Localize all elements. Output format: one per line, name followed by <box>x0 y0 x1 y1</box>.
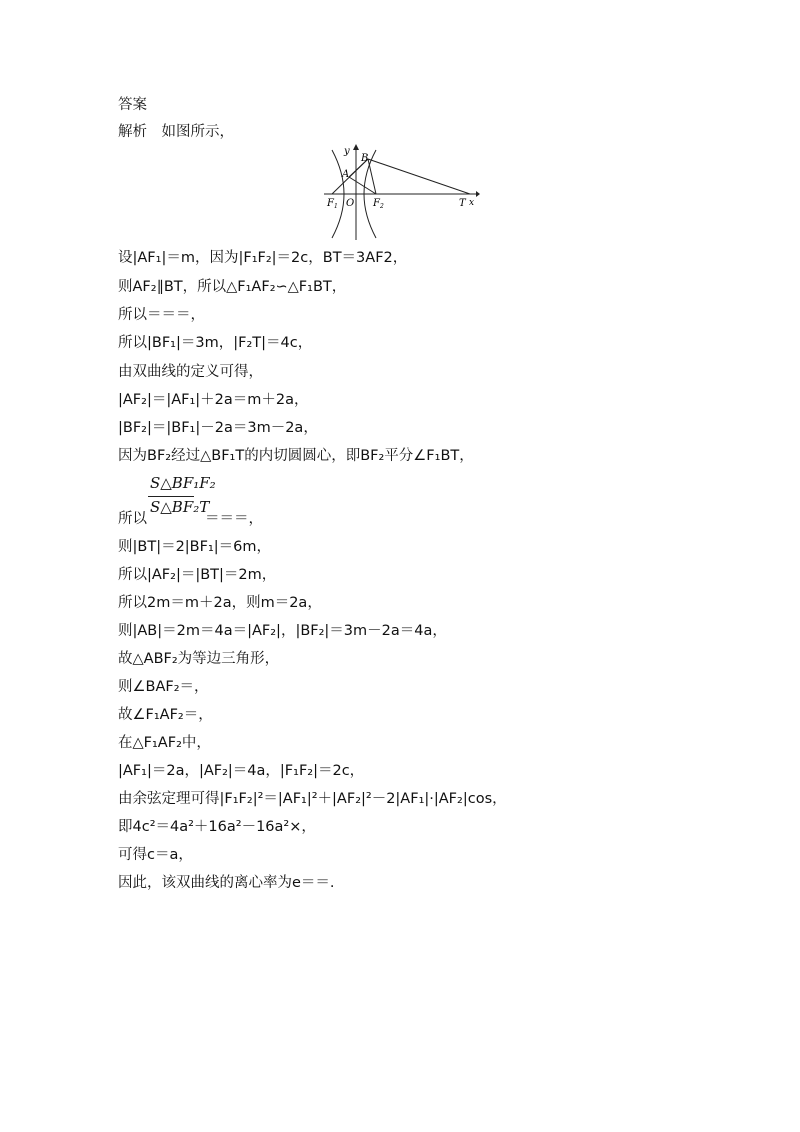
text-line-7: |BF₂|＝|BF₁|－2a＝3m－2a， <box>118 420 318 436</box>
text-line-9: 所以 ＝＝＝， <box>118 511 263 527</box>
text-line-17: 在△F₁AF₂中， <box>118 735 211 751</box>
label-T: T <box>459 198 466 209</box>
label-F2: $F_2$ <box>373 198 384 210</box>
label-x: x <box>469 198 475 208</box>
text-line-8: 因为BF₂经过△BF₁T的内切圆圆心，即BF₂平分∠F₁BT， <box>118 448 474 464</box>
label-O: O <box>346 198 355 209</box>
label-A: A <box>342 169 350 180</box>
text-line-11: 所以|AF₂|＝|BT|＝2m， <box>118 567 277 583</box>
text-line-4: 所以|BF₁|＝3m，|F₂T|＝4c， <box>118 335 313 351</box>
fraction-numerator: S△BF₁F₂ <box>150 474 216 492</box>
text-line-2: 则AF₂∥BT，所以△F₁AF₂∽△F₁BT， <box>118 279 347 295</box>
fraction-denominator: S△BF₂T <box>150 498 210 516</box>
text-line-19: 由余弦定理可得|F₁F₂|²＝|AF₁|²＋|AF₂|²－2|AF₁|·|AF₂|cos， <box>118 791 507 807</box>
text-line-6: |AF₂|＝|AF₁|＋2a＝m＋2a， <box>118 392 309 408</box>
fraction-bar <box>148 496 194 497</box>
label-F1: $F_1$ <box>327 198 338 210</box>
answer-heading: 答案 <box>118 97 147 113</box>
text-line-3: 所以＝＝＝， <box>118 307 205 323</box>
text-line-5: 由双曲线的定义可得， <box>118 364 263 380</box>
text-line-10: 则|BT|＝2|BF₁|＝6m， <box>118 539 272 555</box>
text-line-13: 则|AB|＝2m＝4a＝|AF₂|，|BF₂|＝3m－2a＝4a， <box>118 623 447 639</box>
y-axis-arrow <box>353 144 359 150</box>
text-line-18: |AF₁|＝2a，|AF₂|＝4a，|F₁F₂|＝2c， <box>118 763 365 779</box>
analysis-intro: 解析 如图所示， <box>118 124 234 140</box>
text-line-14: 故△ABF₂为等边三角形， <box>118 651 280 667</box>
hyperbola-figure <box>318 142 480 242</box>
text-line-20: 即4c²＝4a²＋16a²－16a²×， <box>118 819 316 835</box>
text-line-1: 设|AF₁|＝m，因为|F₁F₂|＝2c，BT＝3AF2， <box>118 250 408 266</box>
text-line-15: 则∠BAF₂＝， <box>118 679 209 695</box>
x-axis-arrow <box>476 191 480 197</box>
label-y: y <box>344 146 350 157</box>
text-line-12: 所以2m＝m＋2a，则m＝2a， <box>118 595 322 611</box>
label-B: B <box>361 153 369 164</box>
line-B-T <box>368 159 470 194</box>
text-line-21: 可得c＝a， <box>118 847 193 863</box>
line-A-F2 <box>349 177 376 194</box>
line-B-F2 <box>368 159 376 194</box>
text-line-22: 因此，该双曲线的离心率为e＝＝. <box>118 875 335 891</box>
text-line-16: 故∠F₁AF₂＝， <box>118 707 213 723</box>
